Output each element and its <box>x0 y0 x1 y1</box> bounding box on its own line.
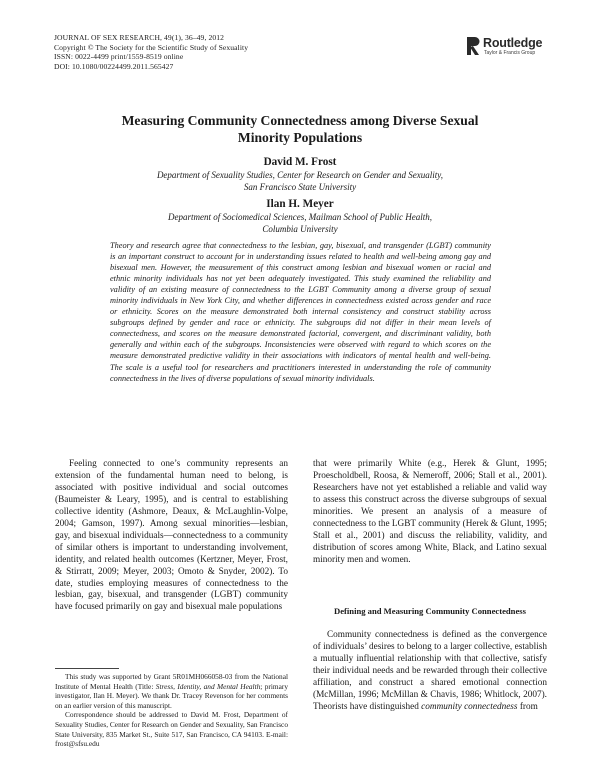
abstract: Theory and research agree that connectedness to the lesbian, gay, bisexual, and transgender (LGBT) community is an important construct to account for in understanding issues related to health and well-being among gay and bisexual men. However, the measurement of this construct among lesbian and bisexual women or racial and ethnic minority individuals has not yet been adequately investigated. This study examined the reliability and validity of an existing measure of connectedness to the LGBT Community among a diverse group of sexual minority individuals in New York City, and whether differences in connectedness existed across gender and race or ethnicity. Scores on the measure demonstrated both internal consistency and construct stability across subgroups defined by gender and race or ethnicity. The subgroups did not differ in their mean levels of connectedness, and scores on the measure demonstrated factorial, convergent, and discriminant validity, both generally and within each of the subgroups. Inconsistencies were observed with regard to which scores on the measure demonstrated predictive validity in their associations with indicators of mental health and well-being. The scale is a useful tool for researchers and practitioners interested in understanding the role of community connectedness in the lives of diverse populations of sexual minority individuals. <box>110 241 491 383</box>
correspondence-note: Correspondence should be addressed to David M. Frost, Department of Sexuality Studies, Center for Research on Gender and Sexuality, San Francisco State University, 835 Market St., Suite 517, San Francisco, CA 94103. E-mail: frost@sfsu.edu <box>55 710 288 749</box>
author-affiliation-2 <box>80 212 520 235</box>
author-affiliation-1 <box>80 170 520 193</box>
affiliation-line: Department of Sexuality Studies, Center for Research on Gender and Sexuality, <box>156 170 444 180</box>
article-title: Measuring Community Connectedness among Diverse Sexual Minority Populations <box>121 113 479 145</box>
grant-title: Stress, Identity, and Mental Health <box>155 681 261 691</box>
doi-line: DOI: 10.1080/00224499.2011.565427 <box>54 61 174 71</box>
section-paragraph <box>313 630 547 714</box>
journal-citation: JOURNAL OF SEX RESEARCH, 49(1), 36–49, 2012 <box>54 33 225 42</box>
footnote-divider <box>55 668 119 669</box>
body-column-right <box>313 459 547 567</box>
routledge-logo-icon <box>466 36 480 56</box>
section-text: Community connectedness is defined as the convergence of individuals’ desires to belong to a larger collective, establish a mutually influential relationship with that collective, satisfy their individual needs and be rewarded through their collective affiliation, and construct a shared emotional connection (McMillan, 1996; McMillan & Chavis, 1986; Whitlock, 2007). Theorists have distinguished <box>313 630 547 712</box>
author-name-1: David M. Frost <box>263 156 337 168</box>
section-body <box>313 630 547 714</box>
section-emphasis: community connectedness <box>421 701 518 712</box>
footnote-text: This study was supported by Grant 5R01MH066058-03 from the National Institute of Mental Health (Title: <box>55 672 288 691</box>
publisher-tagline: Taylor & Francis Group <box>484 50 536 56</box>
author-name-2: Ilan H. Meyer <box>266 198 334 210</box>
body-column-left <box>55 459 288 614</box>
journal-metadata <box>54 33 248 71</box>
affiliation-line: Department of Sociomedical Sciences, Mailman School of Public Health, <box>168 212 432 222</box>
intro-paragraph-continued: that were primarily White (e.g., Herek & Glunt, 1995; Proescholdbell, Roosa, & Nemeroff, 2006; Stall et al., 2001). Researchers have not yet established a reliable and valid way to assess this construct across the diverse subgroups of sexual minorities. We present an analysis of a measure of connectedness to the LGBT community (Herek & Glunt, 1995; Stall et al., 2001) and discuss the reliability, validity, and distribution of scores among White, Black, and Latino sexual minority men and women. <box>313 459 547 565</box>
funding-note <box>55 672 288 710</box>
copyright-line: Copyright © The Society for the Scientific Study of Sexuality <box>54 42 249 52</box>
publisher-name: Routledge <box>483 36 543 50</box>
intro-paragraph: Feeling connected to one’s community represents an extension of the fundamental human need to belong, is associated with positive individual and social outcomes (Baumeister & Leary, 1995), and is central to establishing collective identity (Ashmore, Deaux, & McLaughlin-Volpe, 2004; Gamson, 1997). Among sexual minorities—lesbian, gay, and bisexual individuals—connectedness to a community of similar others is important to understanding involvement, identity, and related health outcomes (Kertzner, Meyer, Frost, & Stirratt, 2009; Meyer, 2003; Omoto & Snyder, 2002). To date, studies employing measures of connectedness to the lesbian, gay, bisexual, and transgender (LGBT) community have focused primarily on gay and bisexual male populations <box>55 459 288 613</box>
affiliation-line: Columbia University <box>262 223 338 234</box>
section-text: from <box>517 701 538 712</box>
footnote-text: ; primary investigator, Ilan H. Meyer). We thank Dr. Tracey Revenson for her comments on an earlier version of this manuscript. <box>55 681 288 710</box>
footnotes <box>55 672 288 749</box>
affiliation-line: San Francisco State University <box>243 181 357 192</box>
publisher-logo <box>466 36 566 60</box>
issn-line: ISSN: 0022-4499 print/1559-8519 online <box>54 52 184 62</box>
section-heading: Defining and Measuring Community Connectedness <box>334 606 526 616</box>
